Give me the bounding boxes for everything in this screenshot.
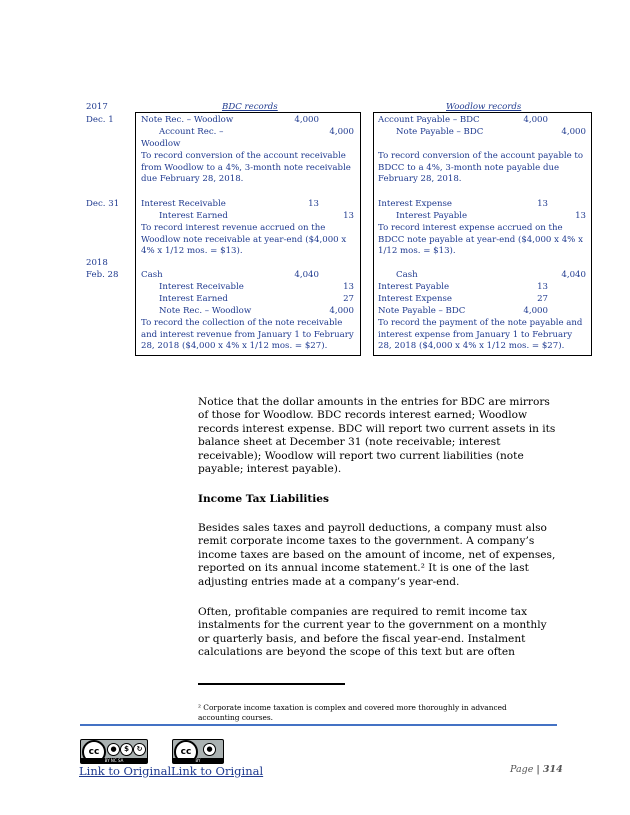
date-dec-1: Dec. 1 (86, 115, 114, 125)
year-2018: 2018 (86, 258, 108, 268)
paragraph-mirror-entries: Notice that the dollar amounts in the entries for BDC are mirrors of those for Woodlow. BDC records interest earned; Woodlow records interest expense. BDC will report two current assets in its balance sheet at December 31 (note receivable; interest receivable); Woodlow will report two current liabilities (note payable; interest payable). (198, 396, 556, 476)
bdc-e1-credit-account-cont: Woodlow (141, 139, 181, 149)
bdc-e1-debit-account: Note Rec. – Woodlow (141, 115, 234, 125)
woodlow-e2-memo: To record interest expense accrued on the BDCC note payable at year-end ($4,000 x 4% x 1/12 mos. = $13). (378, 223, 583, 257)
page-label: Page (510, 764, 534, 775)
bdc-e3-credit-amount-2: 27 (343, 294, 354, 304)
bdc-e3-memo: To record the collection of the note receivable and interest revenue from January 1 to February 28, 2018 ($4,000 x 4% x 1/12 mos. = $27). (141, 318, 354, 352)
woodlow-records-header: Woodlow records (446, 102, 522, 112)
badge-strip-label: BY NC SA (81, 758, 147, 763)
bdc-e1-credit-account: Account Rec. – (159, 127, 224, 137)
cc-by-badge[interactable] (172, 739, 224, 764)
woodlow-e3-credit-account-cash: Cash (396, 270, 418, 280)
year-2017: 2017 (86, 102, 108, 112)
woodlow-e2-debit-amount: 13 (537, 199, 548, 209)
woodlow-e1-credit-account: Note Payable – BDC (396, 127, 484, 137)
woodlow-e1-memo: To record conversion of the account payable to BDCC to a 4%, 3-month note payable due February 28, 2018. (378, 151, 584, 185)
bdc-e2-debit-amount: 13 (308, 199, 319, 209)
cc-by-nc-sa-badge[interactable] (80, 739, 148, 764)
sa-share-alike-icon: ↻ (133, 743, 146, 756)
woodlow-e2-debit-account: Interest Expense (378, 199, 452, 209)
bdc-e3-credit-account-3: Note Rec. – Woodlow (159, 306, 252, 316)
bdc-e2-credit-amount: 13 (343, 211, 354, 221)
cc-logo-icon: cc (82, 740, 106, 764)
footnote: ² Corporate income taxation is complex and covered more thoroughly in advanced accounting courses. (198, 703, 507, 722)
woodlow-e3-debit-account-2: Interest Expense (378, 294, 452, 304)
paragraph-income-tax: Besides sales taxes and payroll deductions, a company must also remit corporate income taxes to the government. A company’s income taxes are based on the amount of income, net of expenses, reported on its annual income statement.² It is one of the last adjusting entries made at a company’s year-end. (198, 522, 556, 588)
woodlow-e3-debit-account-1: Interest Payable (378, 282, 450, 292)
by-person-icon: ● (203, 743, 216, 756)
link-to-original-2[interactable]: Link to Original (171, 764, 264, 778)
bdc-e3-credit-amount-1: 13 (343, 282, 354, 292)
bdc-e3-credit-account-2: Interest Earned (159, 294, 228, 304)
bdc-e3-credit-account-1: Interest Receivable (159, 282, 244, 292)
bdc-records-header: BDC records (222, 102, 278, 112)
link-to-original-1[interactable]: Link to Original (79, 764, 172, 778)
page-number: 314 (542, 764, 563, 775)
woodlow-e3-debit-account-3: Note Payable – BDC (378, 306, 466, 316)
page-indicator: Page | 314 (510, 764, 563, 775)
date-feb-28: Feb. 28 (86, 270, 119, 280)
bdc-e3-debit-account: Cash (141, 270, 163, 280)
woodlow-e1-debit-account: Account Payable – BDC (378, 115, 480, 125)
woodlow-e3-debit-amount-2: 27 (537, 294, 548, 304)
bdc-e3-credit-amount-3: 4,000 (329, 306, 354, 316)
paragraph-instalments: Often, profitable companies are required to remit income tax instalments for the current year to the government on a monthly or quarterly basis, and before the fiscal year-end. Instalment calculations are beyond the scope of this text but are often (198, 606, 547, 659)
bdc-e2-debit-account: Interest Receivable (141, 199, 226, 209)
date-dec-31: Dec. 31 (86, 199, 120, 209)
woodlow-e2-credit-account: Interest Payable (396, 211, 468, 221)
nc-dollar-icon: $ (120, 743, 133, 756)
bdc-e1-debit-amount: 4,000 (294, 115, 319, 125)
bdc-e1-credit-amount: 4,000 (329, 127, 354, 137)
woodlow-e3-debit-amount-3: 4,000 (523, 306, 548, 316)
by-person-icon: ● (107, 743, 120, 756)
bdc-e2-credit-account: Interest Earned (159, 211, 228, 221)
footer-rule (80, 724, 557, 726)
cc-logo-icon: cc (174, 740, 198, 764)
woodlow-e1-credit-amount: 4,000 (561, 127, 586, 137)
woodlow-e3-debit-amount-1: 13 (537, 282, 548, 292)
woodlow-e2-credit-amount: 13 (575, 211, 586, 221)
section-heading-income-tax: Income Tax Liabilities (198, 493, 329, 505)
bdc-e3-debit-amount: 4,040 (294, 270, 319, 280)
woodlow-e3-memo: To record the payment of the note payable and interest expense from January 1 to February 28, 2018 ($4,000 x 4% x 1/12 mos. = $27). (378, 318, 583, 352)
footnote-separator (198, 683, 345, 685)
woodlow-e3-credit-amount-cash: 4,040 (561, 270, 586, 280)
woodlow-e1-debit-amount: 4,000 (523, 115, 548, 125)
badge-strip-label: BY (173, 758, 223, 763)
bdc-e2-memo: To record interest revenue accrued on the Woodlow note receivable at year-end ($4,000 x 4% x 1/12 mos. = $13). (141, 223, 347, 257)
bdc-e1-memo: To record conversion of the account receivable from Woodlow to a 4%, 3-month note receivable due February 28, 2018. (141, 151, 351, 185)
